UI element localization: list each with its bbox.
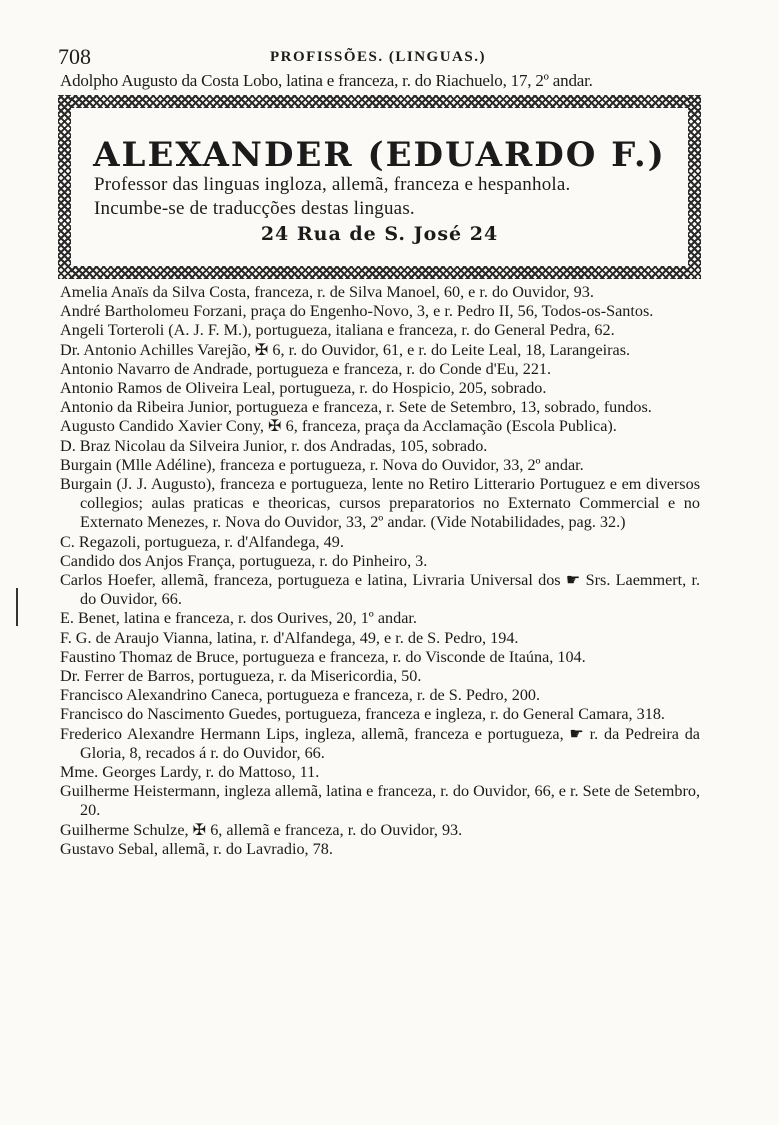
list-item [60,341,700,360]
list-item [60,398,700,417]
entry-text: Antonio Navarro de Andrade, portugueza e franceza, r. do Conde d'Eu, 221. [60,359,552,378]
entry-text: André Bartholomeu Forzani, praça do Engenho-Novo, 3, e r. Pedro II, 56, Todos-os-Santos. [60,302,654,321]
entry-text: E. Benet, latina e franceza, r. dos Ourives, 20, 1º andar. [60,609,417,628]
list-item [60,686,700,705]
list-item [60,840,700,859]
first-entry: Adolpho Augusto da Costa Lobo, latina e franceza, r. do Riachuelo, 17, 2º andar. [60,71,593,90]
entry-text: D. Braz Nicolau da Silveira Junior, r. dos Andradas, 105, sobrado. [60,436,488,455]
list-item [60,552,700,571]
entry-text: Guilherme Schulze, ✠ 6, allemã e franceza, r. do Ouvidor, 93. [60,820,463,839]
list-item [60,667,700,686]
ornamental-border-top [58,95,701,108]
entry-text: Dr. Antonio Achilles Varejão, ✠ 6, r. do Ouvidor, 61, e r. do Leite Leal, 18, Larangeiras. [60,340,631,359]
entry-list [60,283,700,859]
ornamental-border-bottom [58,266,701,279]
list-item [60,821,700,840]
list-item [60,763,700,782]
entry-text: Francisco do Nascimento Guedes, portugueza, franceza e ingleza, r. do General Camara, 318. [60,705,665,724]
ornamental-border-right [688,95,701,279]
entry-text: Candido dos Anjos França, portugueza, r. do Pinheiro, 3. [60,551,428,570]
list-item [60,437,700,456]
page-number: 708 [58,44,91,69]
entry-text: Mme. Georges Lardy, r. do Mattoso, 11. [60,763,320,782]
list-item [60,571,700,609]
list-item [60,321,700,340]
list-item [60,782,700,820]
entry-text: Angeli Torteroli (A. J. F. M.), portugueza, italiana e franceza, r. do General Pedra, 62. [60,321,615,340]
advert-address: 24 Rua de S. José 24 [260,223,499,245]
advert-service: Incumbe-se de traducções destas linguas. [94,198,415,219]
list-item [60,609,700,628]
advertisement-box [58,95,701,279]
entry-text: Frederico Alexandre Hermann Lips, ingleza, allemã, franceza e portugueza, ☛ r. da Pedreira da Gloria, 8, recados á r. do Ouvidor, 66. [60,724,700,762]
list-item [60,302,700,321]
margin-mark [16,588,18,626]
ornamental-border-left [58,95,71,279]
entry-text: Antonio Ramos de Oliveira Leal, portugueza, r. do Hospicio, 205, sobrado. [60,379,547,398]
list-item [60,648,700,667]
entry-text: Augusto Candido Xavier Cony, ✠ 6, franceza, praça da Acclamação (Escola Publica). [60,417,617,436]
entry-text: Guilherme Heistermann, ingleza allemã, latina e franceza, r. do Ouvidor, 66, e r. Sete de Setembro, 20. [60,782,700,820]
running-title: PROFISSÕES. (LINGUAS.) [270,49,486,65]
list-item [60,283,700,302]
list-item [60,629,700,648]
list-item [60,475,700,533]
list-item [60,379,700,398]
entry-text: Antonio da Ribeira Junior, portugueza e franceza, r. Sete de Setembro, 13, sobrado, fundos. [60,398,652,417]
entry-text: Burgain (Mlle Adéline), franceza e portugueza, r. Nova do Ouvidor, 33, 2º andar. [60,455,584,474]
advert-name: ALEXANDER (EDUARDO F.) [93,135,666,175]
list-item [60,705,700,724]
list-item [60,533,700,552]
entry-text: Dr. Ferrer de Barros, portugueza, r. da Misericordia, 50. [60,667,422,686]
list-item [60,417,700,436]
entry-text: F. G. de Araujo Vianna, latina, r. d'Alfandega, 49, e r. de S. Pedro, 194. [60,628,519,647]
entry-text: C. Regazoli, portugueza, r. d'Alfandega, 49. [60,532,344,551]
page-header [58,44,698,70]
list-item [60,360,700,379]
entry-text: Carlos Hoefer, allemã, franceza, portugueza e latina, Livraria Universal dos ☛ Srs. Laemmert, r. do Ouvidor, 66. [60,571,700,609]
entry-text: Gustavo Sebal, allemã, r. do Lavradio, 78. [60,839,333,858]
entry-text: Burgain (J. J. Augusto), franceza e portugueza, lente no Retiro Litterario Portuguez e em diversos collegios; aulas praticas e theoricas, cursos preparatorios no Externato Commercial e no Externato Menezes, r. Nova do Ouvidor, 33, 2º andar. (Vide Notabilidades, pag. 32.) [60,475,700,532]
entry-text: Faustino Thomaz de Bruce, portugueza e franceza, r. do Visconde de Itaúna, 104. [60,647,586,666]
advert-description: Professor das linguas ingloza, allemã, franceza e hespanhola. [94,174,571,195]
entry-text: Francisco Alexandrino Caneca, portugueza e franceza, r. de S. Pedro, 200. [60,686,541,705]
list-item [60,456,700,475]
entry-text: Amelia Anaïs da Silva Costa, franceza, r. de Silva Manoel, 60, e r. do Ouvidor, 93. [60,283,594,301]
list-item [60,725,700,763]
